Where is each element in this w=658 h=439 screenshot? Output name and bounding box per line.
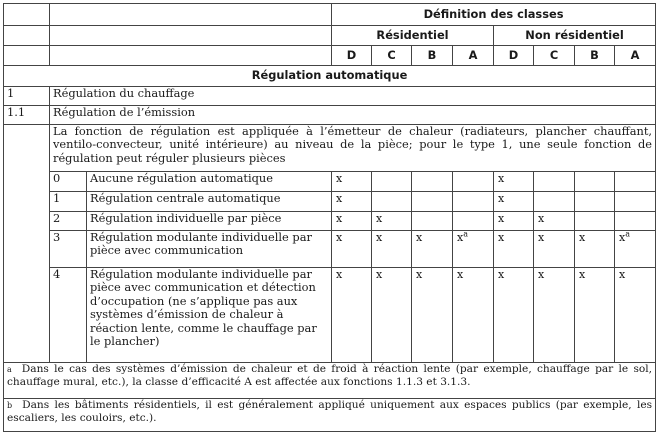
res-a-cell — [453, 172, 494, 192]
nonres-c-cell: x — [534, 212, 575, 231]
row-label: Aucune régulation automatique — [87, 172, 332, 192]
nonres-d-cell: x — [494, 172, 534, 192]
nonres-a-cell: x — [615, 268, 656, 363]
res-b-cell — [412, 212, 453, 231]
res-d-cell: x — [332, 268, 372, 363]
subgroup-title: Régulation de l’émission — [50, 106, 656, 125]
footnote-a — [4, 363, 656, 399]
res-b-cell: x — [412, 268, 453, 363]
class-header-res-d: D — [332, 46, 372, 66]
header-blank-2 — [50, 4, 332, 26]
nonres-b-cell: x — [575, 231, 615, 268]
res-b-cell: x — [412, 231, 453, 268]
header-blank-5 — [4, 46, 50, 66]
table-row — [4, 192, 656, 212]
footnote-text: Dans le cas des systèmes d’émission de chaleur et de froid à réaction lente (par exemple, chauffage par le sol, chauffage mural, etc.), la classe d’efficacité A est affectée aux fonctions 1.1.3 et 3.1.3. — [7, 363, 653, 388]
res-c-cell: x — [372, 212, 412, 231]
table-row — [4, 172, 656, 192]
res-d-cell: x — [332, 231, 372, 268]
class-header-nonres-a: A — [615, 46, 656, 66]
nonres-a-cell — [615, 231, 656, 268]
res-a-cell — [453, 192, 494, 212]
nonres-b-cell — [575, 172, 615, 192]
row-code: 0 — [50, 172, 87, 192]
header-row-building-type — [4, 26, 656, 46]
nonres-b-cell — [575, 192, 615, 212]
table-row — [4, 212, 656, 231]
class-header-res-b: B — [412, 46, 453, 66]
header-blank-1 — [4, 4, 50, 26]
res-a-cell — [453, 231, 494, 268]
section-row — [4, 66, 656, 87]
footnote-text: Dans les bâtiments résidentiels, il est généralement appliqué uniquement aux espaces publics (par exemple, les escaliers, les couloirs, etc.). — [7, 399, 653, 424]
class-header-nonres-d: D — [494, 46, 534, 66]
subgroup-row — [4, 106, 656, 125]
res-a-cell — [453, 212, 494, 231]
footnote-mark: b — [7, 401, 13, 410]
res-c-cell: x — [372, 268, 412, 363]
res-d-cell: x — [332, 192, 372, 212]
table-row — [4, 268, 656, 363]
class-header-nonres-b: B — [575, 46, 615, 66]
nonres-c-cell — [534, 192, 575, 212]
res-b-cell — [412, 192, 453, 212]
header-row-classes — [4, 46, 656, 66]
row-code: 1 — [50, 192, 87, 212]
nonres-a-mark: x — [619, 231, 626, 244]
classification-table — [3, 3, 656, 432]
nonres-d-cell: x — [494, 212, 534, 231]
res-b-cell — [412, 172, 453, 192]
nonres-d-cell: x — [494, 268, 534, 363]
nonres-c-cell: x — [534, 231, 575, 268]
row-code: 2 — [50, 212, 87, 231]
row-label: Régulation centrale automatique — [87, 192, 332, 212]
row-label: Régulation modulante individuelle par pièce avec communication — [87, 231, 332, 268]
definition-header: Définition des classes — [332, 4, 656, 26]
residential-header: Résidentiel — [332, 26, 494, 46]
description-row — [4, 125, 656, 172]
res-c-cell — [372, 172, 412, 192]
non-residential-header: Non résidentiel — [494, 26, 656, 46]
res-c-cell — [372, 192, 412, 212]
group-number: 1 — [4, 87, 50, 106]
table-row — [4, 231, 656, 268]
row-code: 4 — [50, 268, 87, 363]
row-code: 3 — [50, 231, 87, 268]
nonres-c-cell — [534, 172, 575, 192]
footnote-ref-a: a — [625, 230, 630, 239]
res-a-mark: x — [457, 231, 464, 244]
section-title: Régulation automatique — [4, 66, 656, 87]
group-row — [4, 87, 656, 106]
res-d-cell: x — [332, 172, 372, 192]
nonres-b-cell: x — [575, 268, 615, 363]
header-blank-4 — [50, 26, 332, 46]
header-blank-6 — [50, 46, 332, 66]
subgroup-number: 1.1 — [4, 106, 50, 125]
footnote-row — [4, 399, 656, 432]
nonres-c-cell: x — [534, 268, 575, 363]
res-a-cell: x — [453, 268, 494, 363]
class-header-nonres-c: C — [534, 46, 575, 66]
footnote-row — [4, 363, 656, 399]
nonres-d-cell: x — [494, 231, 534, 268]
group-title: Régulation du chauffage — [50, 87, 656, 106]
res-d-cell: x — [332, 212, 372, 231]
header-blank-3 — [4, 26, 50, 46]
row-label: Régulation modulante individuelle par pièce avec communication et détection d’occupation (ne s’applique pas aux systèmes d’émission de chaleur à réaction lente, comme le chauffage par le plancher) — [87, 268, 332, 363]
class-header-res-a: A — [453, 46, 494, 66]
nonres-b-cell — [575, 212, 615, 231]
nonres-a-cell — [615, 172, 656, 192]
footnote-b — [4, 399, 656, 432]
nonres-a-cell — [615, 192, 656, 212]
description-text: La fonction de régulation est appliquée à l’émetteur de chaleur (radiateurs, plancher chauffant, ventilo-convecteur, unité intérieure) au niveau de la pièce; pour le type 1, une seule fonction de régulation peut réguler plusieurs pièces — [50, 125, 656, 172]
nonres-d-cell: x — [494, 192, 534, 212]
header-row-definition — [4, 4, 656, 26]
footnote-ref-a: a — [463, 230, 468, 239]
nonres-a-cell — [615, 212, 656, 231]
class-header-res-c: C — [372, 46, 412, 66]
description-left-blank — [4, 125, 50, 363]
row-label: Régulation individuelle par pièce — [87, 212, 332, 231]
res-c-cell: x — [372, 231, 412, 268]
footnote-mark: a — [7, 365, 12, 374]
